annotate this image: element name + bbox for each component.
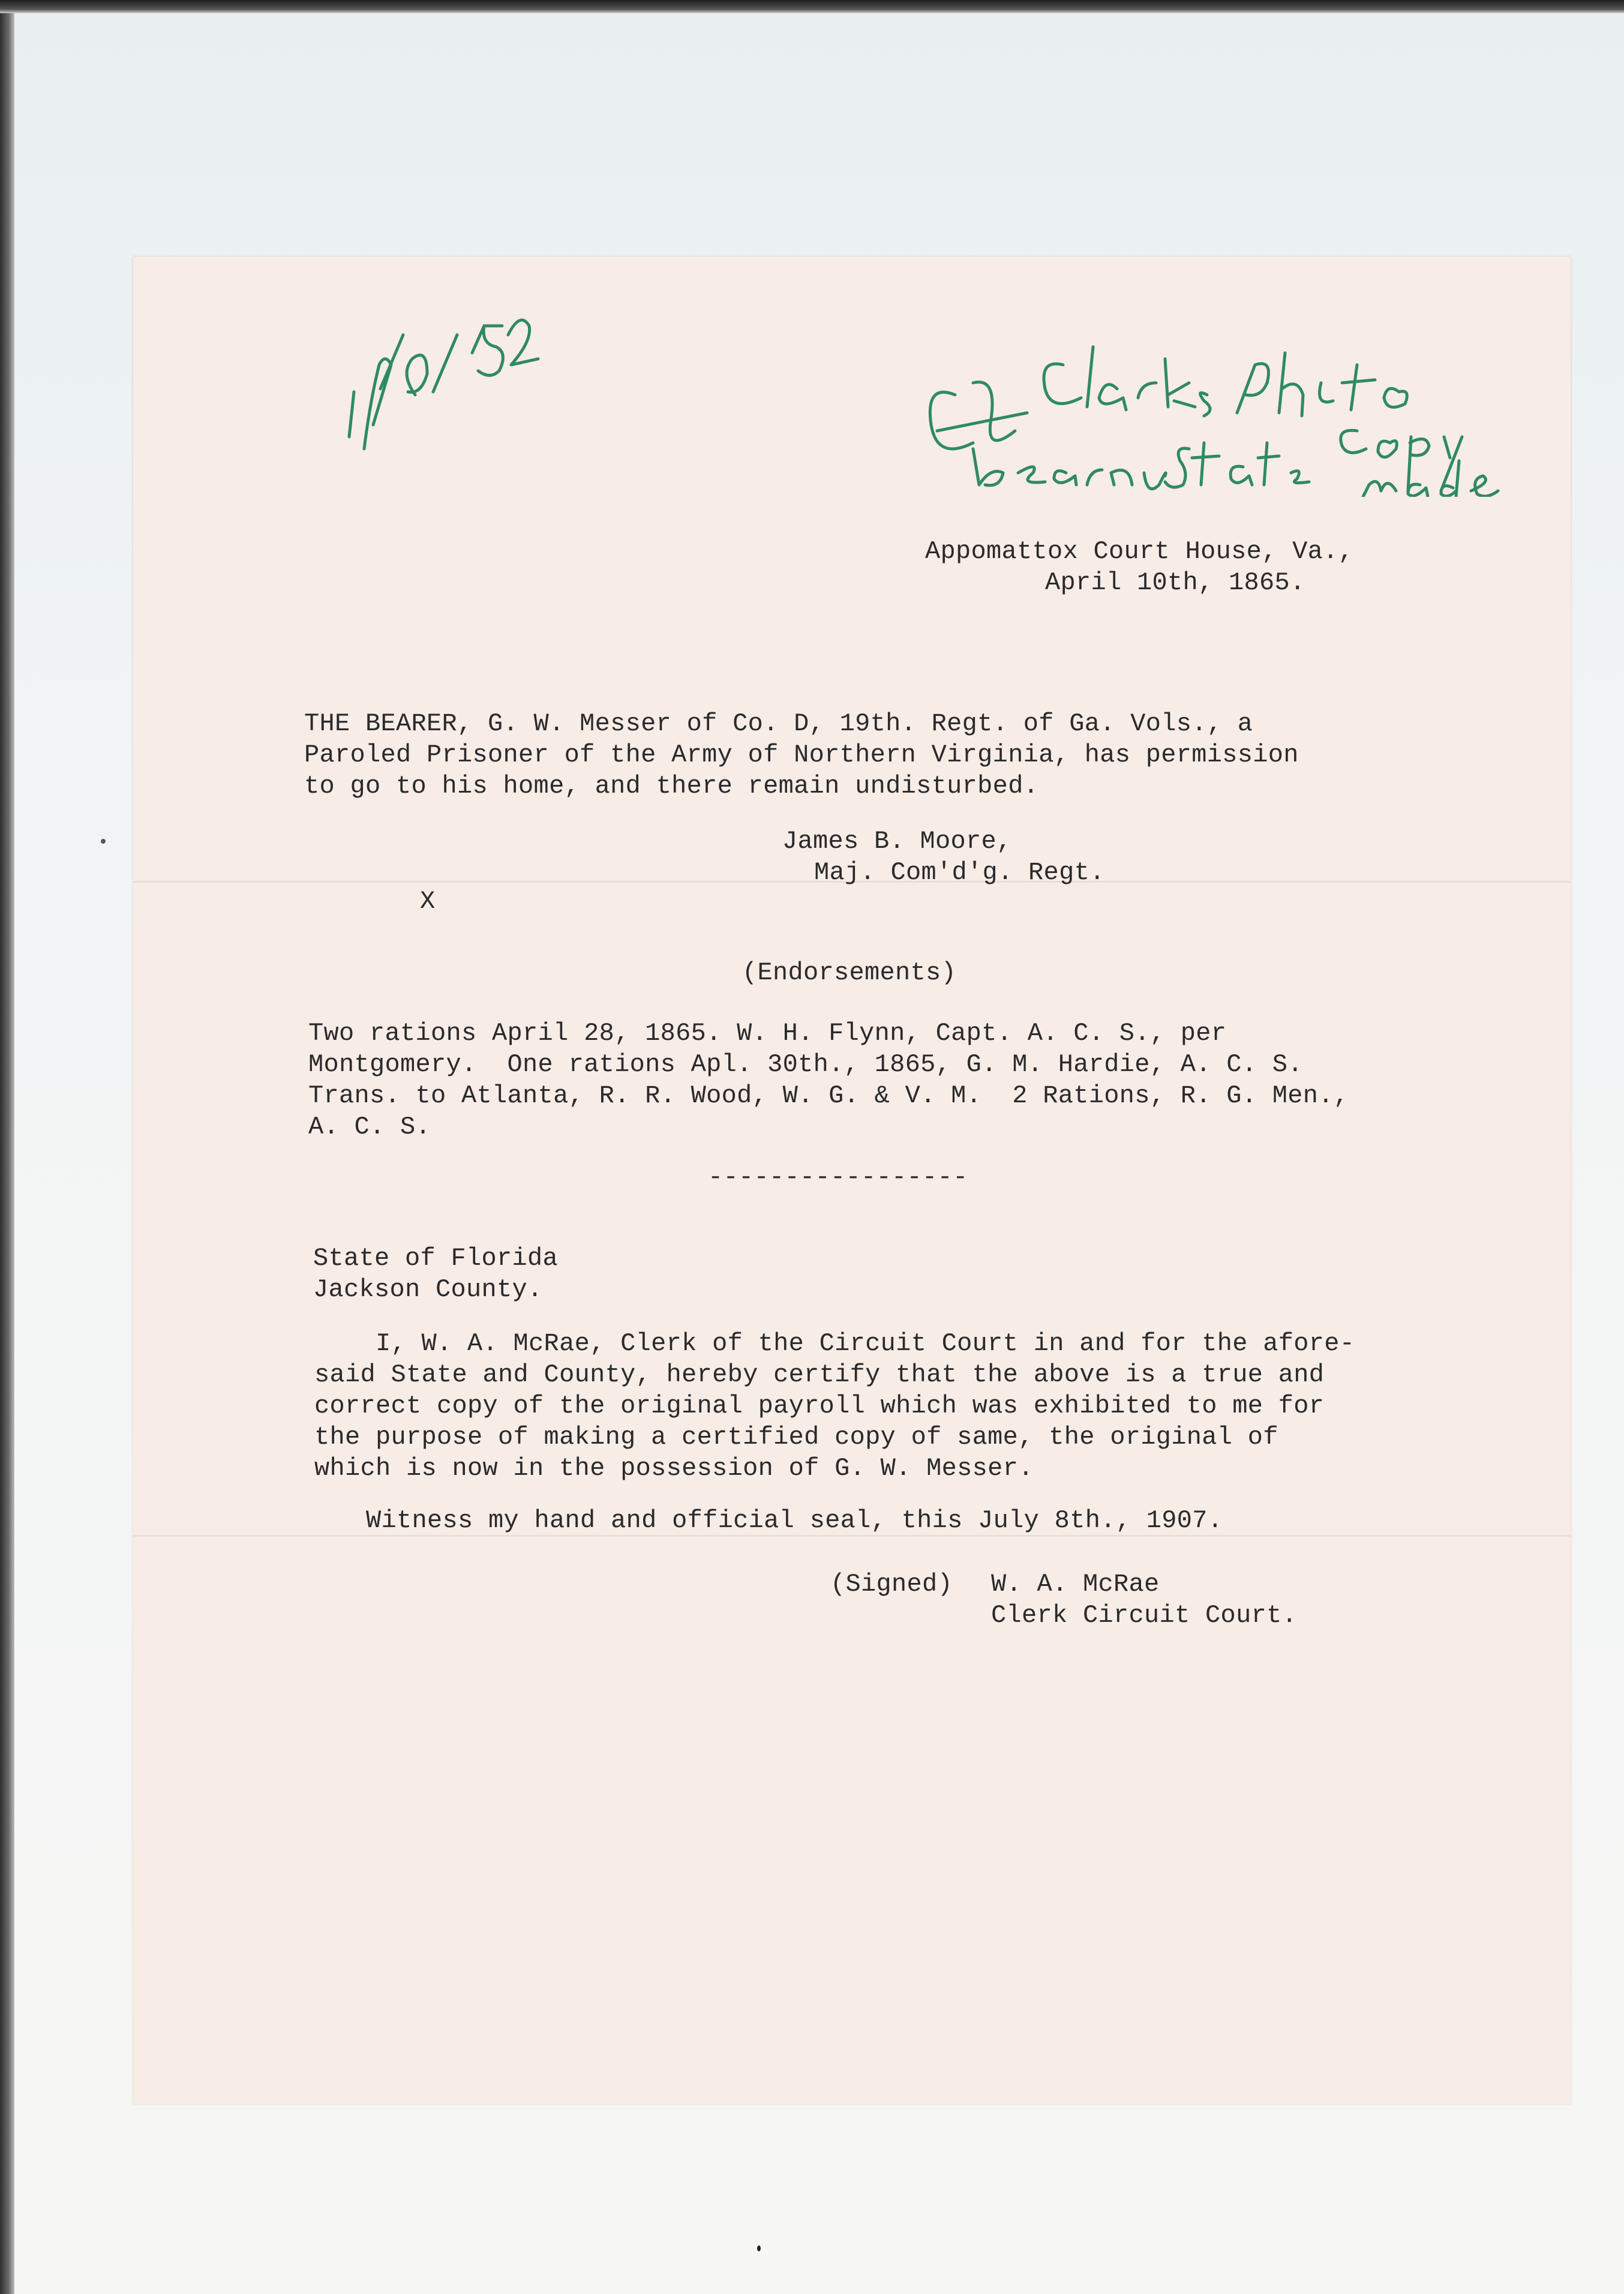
mark-x: X <box>420 887 436 916</box>
heading-date: April 10th, 1865. <box>1045 568 1305 597</box>
handwritten-margin-note <box>901 293 1549 497</box>
scan-left-edge <box>0 0 14 2294</box>
certification-line: the purpose of making a certified copy of same, the original of <box>314 1423 1278 1452</box>
certification-line: I, W. A. McRae, Clerk of the Circuit Court in and for the afore- <box>314 1329 1355 1358</box>
endorsement-line: Montgomery. One rations Apl. 30th., 1865, G. M. Hardie, A. C. S. <box>308 1050 1303 1079</box>
certification-county: Jackson County. <box>313 1275 543 1304</box>
signed-label: (Signed) <box>830 1570 953 1599</box>
signer-title: Maj. Com'd'g. Regt. <box>814 858 1105 887</box>
endorsements-heading: (Endorsements) <box>742 958 957 987</box>
witness-line: Witness my hand and official seal, this July 8th., 1907. <box>366 1506 1223 1535</box>
parole-line: Paroled Prisoner of the Army of Northern Virginia, has permission <box>304 740 1299 769</box>
parole-line: to go to his home, and there remain undisturbed. <box>304 772 1039 800</box>
endorsement-line: A. C. S. <box>308 1112 431 1141</box>
certification-state: State of Florida <box>313 1244 559 1273</box>
certifier-title: Clerk Circuit Court. <box>991 1601 1298 1630</box>
certification-line: said State and County, hereby certify that the above is a true and <box>314 1360 1325 1389</box>
scan-top-edge <box>0 0 1624 13</box>
endorsement-line: Trans. to Atlanta, R. R. Wood, W. G. & V. M. 2 Rations, R. G. Men., <box>308 1081 1349 1110</box>
parole-line: THE BEARER, G. W. Messer of Co. D, 19th. Regt. of Ga. Vols., a <box>304 709 1253 738</box>
speck <box>757 2245 761 2251</box>
certification-line: correct copy of the original payroll which was exhibited to me for <box>314 1392 1325 1420</box>
endorsement-line: Two rations April 28, 1865. W. H. Flynn, Capt. A. C. S., per <box>308 1019 1227 1048</box>
certification-line: which is now in the possession of G. W. Messer. <box>314 1454 1034 1483</box>
section-divider: ----------------- <box>708 1163 968 1192</box>
heading-place: Appomattox Court House, Va., <box>925 537 1354 566</box>
signer-name: James B. Moore, <box>782 827 1012 856</box>
certifier-name: W. A. McRae <box>991 1570 1160 1599</box>
speck <box>101 839 106 844</box>
document-page <box>133 257 1571 2104</box>
handwritten-date-note <box>337 269 565 497</box>
